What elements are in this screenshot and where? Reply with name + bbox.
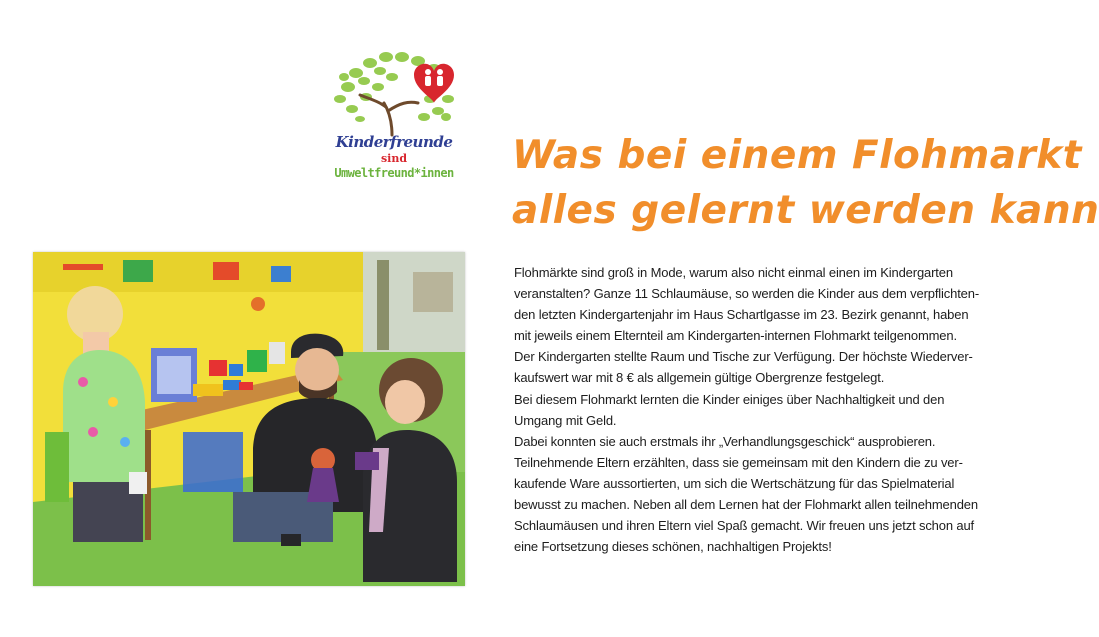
- article-body: [514, 262, 984, 557]
- headline-line-1: Was bei einem Flohmarkt: [512, 133, 1082, 178]
- body-line: Dabei konnten sie auch erstmals ihr „Verhandlungsgeschick“ ausprobieren.: [514, 433, 936, 449]
- body-line: Flohmärkte sind groß in Mode, warum also nicht einmal einen im Kindergarten: [514, 265, 953, 280]
- body-line: kaufende Ware aussortierten, um sich die Wertschätzung für das Spielmaterial: [514, 475, 955, 491]
- tree-heart-icon: [326, 47, 462, 135]
- logo-tagline: Umweltfreund*innen: [334, 166, 454, 180]
- kinderfreunde-logo: [326, 47, 462, 187]
- body-line: mit jeweils einem Elternteil am Kindergarten-internen Flohmarkt teilgenommen.: [514, 328, 957, 344]
- body-line: den letzten Kindergartenjahr im Haus Schartlgasse im 23. Bezirk genannt, haben: [514, 307, 969, 323]
- body-line: Der Kindergarten stellte Raum und Tische zur Verfügung. Der höchste Wiederver-: [514, 349, 973, 365]
- body-line: eine Fortsetzung dieses schönen, nachhaltigen Projekts!: [514, 539, 832, 555]
- body-line: kaufswert war mit 8 € als allgemein gültige Obergrenze festgelegt.: [514, 370, 885, 386]
- body-line: Bei diesem Flohmarkt lernten die Kinder einiges über Nachhaltigkeit und den: [514, 391, 945, 407]
- body-line: bewusst zu machen. Neben all dem Lernen hat der Flohmarkt allen teilnehmenden: [514, 497, 978, 513]
- headline-line-2: alles gelernt werden kann: [512, 188, 1099, 233]
- body-line: Teilnehmende Eltern erzählten, dass sie gemeinsam mit den Kindern die zu ver-: [514, 454, 963, 470]
- body-line: Schlaumäusen und ihren Eltern viel Spaß gemacht. Wir freuen uns jetzt schon auf: [514, 518, 975, 534]
- logo-subtitle: sind: [380, 152, 408, 165]
- body-line: veranstalten? Ganze 11 Schlaumäuse, so werden die Kinder aus dem verpflichten-: [514, 286, 979, 302]
- body-line: Umgang mit Geld.: [514, 412, 617, 428]
- flea-market-photo: [33, 252, 465, 586]
- logo-title: Kinderfreunde: [335, 133, 453, 151]
- article-headline: [512, 128, 1099, 238]
